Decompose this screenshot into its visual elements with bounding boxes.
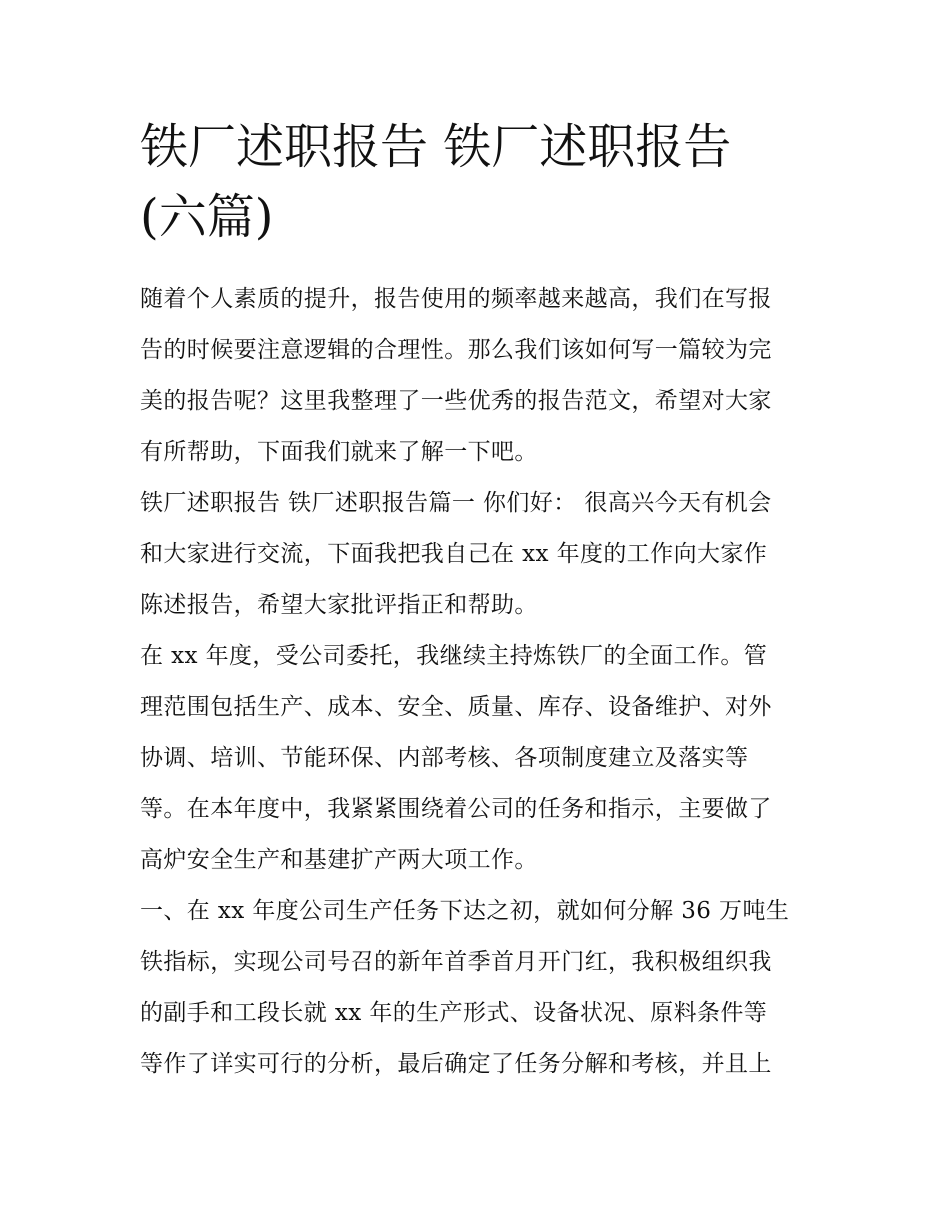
text-line: 铁指标，实现公司号召的新年首季首月开门红，我积极组织我 [140, 949, 772, 975]
paragraph-intro [140, 274, 812, 478]
text-line: 和大家进行交流，下面我把我自己在 xx 年度的工作向大家作 [140, 541, 768, 567]
text-line: 等。在本年度中，我紧紧围绕着公司的任务和指示，主要做了 [140, 796, 772, 822]
text-line: 陈述报告，希望大家批评指正和帮助。 [140, 592, 538, 618]
text-line: 高炉安全生产和基建扩产两大项工作。 [140, 847, 538, 873]
text-line: 理范围包括生产、成本、安全、质量、库存、设备维护、对外 [140, 694, 772, 720]
text-line: 一、在 xx 年度公司生产任务下达之初，就如何分解 36 万吨生 [140, 898, 790, 924]
text-line: 的副手和工段长就 xx 年的生产形式、设备状况、原料条件等 [140, 1000, 768, 1026]
title-line: 铁厂述职报告 铁厂述职报告 [140, 119, 732, 175]
text-line: 有所帮助，下面我们就来了解一下吧。 [140, 439, 538, 465]
paragraph-scope [140, 631, 812, 886]
text-line: 随着个人素质的提升，报告使用的频率越来越高，我们在写报 [140, 286, 772, 312]
text-line: 美的报告呢？这里我整理了一些优秀的报告范文，希望对大家 [140, 388, 772, 414]
text-line: 铁厂述职报告 铁厂述职报告篇一 你们好： 很高兴今天有机会 [140, 490, 772, 516]
document-body [140, 112, 812, 1090]
document-title [140, 112, 812, 252]
text-line: 等作了详实可行的分析，最后确定了任务分解和考核，并且上 [140, 1051, 772, 1077]
text-line: 协调、培训、节能环保、内部考核、各项制度建立及落实等 [140, 745, 749, 771]
title-line: (六篇) [140, 189, 274, 245]
paragraph-section-one [140, 886, 812, 1090]
text-line: 在 xx 年度，受公司委托，我继续主持炼铁厂的全面工作。管 [140, 643, 768, 669]
paragraph-greeting [140, 478, 812, 631]
text-line: 告的时候要注意逻辑的合理性。那么我们该如何写一篇较为完 [140, 337, 772, 363]
